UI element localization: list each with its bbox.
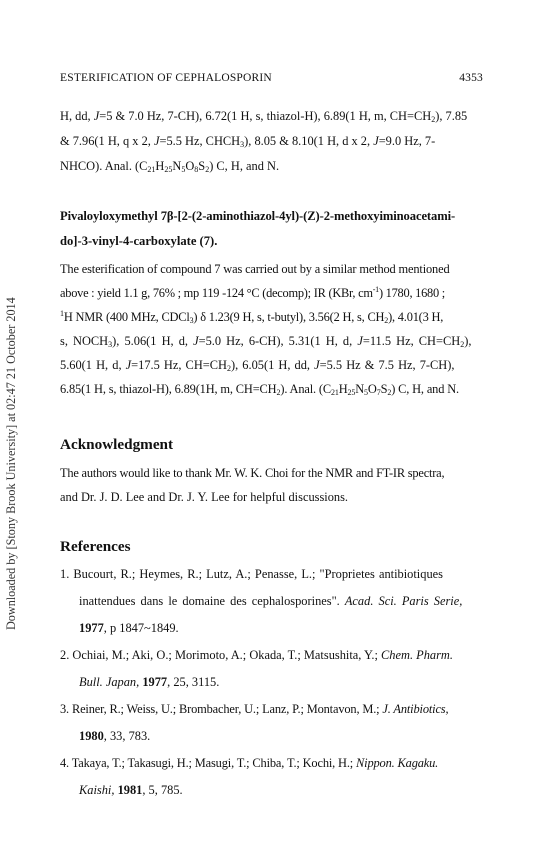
reference-4-line-1 [60, 755, 438, 771]
reference-1-authors: Bucourt, R.; Heymes, R.; Lutz, A.; Penasse, L.; "Proprietes antibiotiques [73, 567, 443, 581]
acknowledgment-line-2: and Dr. J. D. Lee and Dr. J. Y. Lee for helpful discussions. [60, 490, 349, 504]
continued-line-1: H, dd, J=5 & 7.0 Hz, 7-CH), 6.72(1 H, s, thiazol-H), 6.89(1 H, m, $CH=CH_2$), 7.85 [60, 109, 468, 124]
page-number: 4353 [459, 72, 483, 84]
reference-3-line-2: 1980, 33, 783. [79, 729, 151, 743]
compound7-line-5: 5.60(1 H, d, J=17.5 Hz, $CH=CH_2$), 6.05(1 H, dd, J=5.5 Hz & 7.5 Hz, 7-CH), [60, 358, 455, 373]
reference-3-journal: J. Antibiotics, [382, 702, 449, 716]
compound7-title-line2: do]-3-vinyl-4-carboxylate (7). [60, 234, 218, 248]
acknowledgment-heading: Acknowledgment [60, 436, 174, 453]
references-heading: References [60, 538, 131, 555]
reference-4-journal: Nippon. Kagaku. [356, 756, 439, 770]
reference-1-line-3: 1977, p 1847~1849. [79, 621, 179, 635]
reference-3-line-1 [60, 701, 448, 717]
acknowledgment-line-1: The authors would like to thank Mr. W. K. Choi for the NMR and FT-IR spectra, [60, 466, 445, 480]
reference-1-line-1 [60, 566, 443, 582]
reference-4-line-2: Kaishi, 1981, 5, 785. [79, 783, 183, 797]
compound7-title-line1: Pivaloyloxymethyl 7β-[2-(2-aminothiazol-4yl)-(Z)-2-methoxyiminoacetami- [60, 209, 456, 223]
reference-2-journal: Chem. Pharm. [381, 648, 453, 662]
reference-1-line-2: inattendues dans le domaine des cephalosporines". Acad. Sci. Paris Serie, [79, 594, 463, 608]
reference-2-authors: Ochiai, M.; Aki, O.; Morimoto, A.; Okada, T.; Matsushita, Y.; [72, 648, 378, 662]
reference-3-number: 3. [60, 702, 69, 716]
compound7-line-1: The esterification of compound 7 was carried out by a similar method mentioned [60, 262, 450, 276]
compound7-line-4: s, $NOCH_3$), 5.06(1 H, d, J=5.0 Hz, 6-CH), 5.31(1 H, d, J=11.5 Hz, $CH=CH_2$), [60, 334, 472, 349]
reference-1-journal: Acad. Sci. Paris Serie, [344, 594, 463, 608]
compound7-line-2: above : yield 1.1 g, 76% ; mp 119 -124 °C (decomp); IR (KBr, $cm^{-1}$) 1780, 1680 ; [60, 285, 445, 300]
continued-line-2: & 7.96(1 H, q x 2, J=5.5 Hz, $CHCH_3$), 8.05 & 8.10(1 H, d x 2, J=9.0 Hz, 7- [60, 134, 436, 149]
download-watermark [4, 240, 24, 630]
reference-2-number: 2. [60, 648, 70, 662]
reference-4-year: 1981 [117, 783, 143, 797]
reference-1-year: 1977 [79, 621, 104, 635]
continued-line-3: NHCO). Anal. $(C_{21}H_{25}N_5O_8S_2)$ C, H, and N. [60, 159, 280, 174]
reference-2-line-2: Bull. Japan, 1977, 25, 3115. [79, 675, 220, 689]
running-title: ESTERIFICATION OF CEPHALOSPORIN [60, 72, 272, 84]
reference-3-authors: Reiner, R.; Weiss, U.; Brombacher, U.; Lanz, P.; Montavon, M.; [71, 702, 380, 716]
compound7-line-3: $^1$H NMR (400 MHz, CDCl$_3$) δ 1.23(9 H, s, t-butyl), 3.56(2 H, s, $CH_2$), 4.01(3 H, [60, 309, 444, 325]
watermark-text: Downloaded by [Stony Brook University] at 02:47 21 October 2014 [4, 297, 18, 630]
compound7-line-6: 6.85(1 H, s, thiazol-H), 6.89(1H, m, $CH=CH_2$). Anal. $(C_{21}H_{25}N_5O_7S_2)$ C, H, and N. [60, 382, 459, 397]
reference-2-line-1 [60, 647, 453, 663]
reference-3-year: 1980 [79, 729, 104, 743]
reference-4-number: 4. [60, 756, 69, 770]
reference-1-number: 1. [60, 567, 70, 581]
reference-4-authors: Takaya, T.; Takasugi, H.; Masugi, T.; Chiba, T.; Kochi, H.; [71, 756, 354, 770]
reference-2-year: 1977 [142, 675, 168, 689]
